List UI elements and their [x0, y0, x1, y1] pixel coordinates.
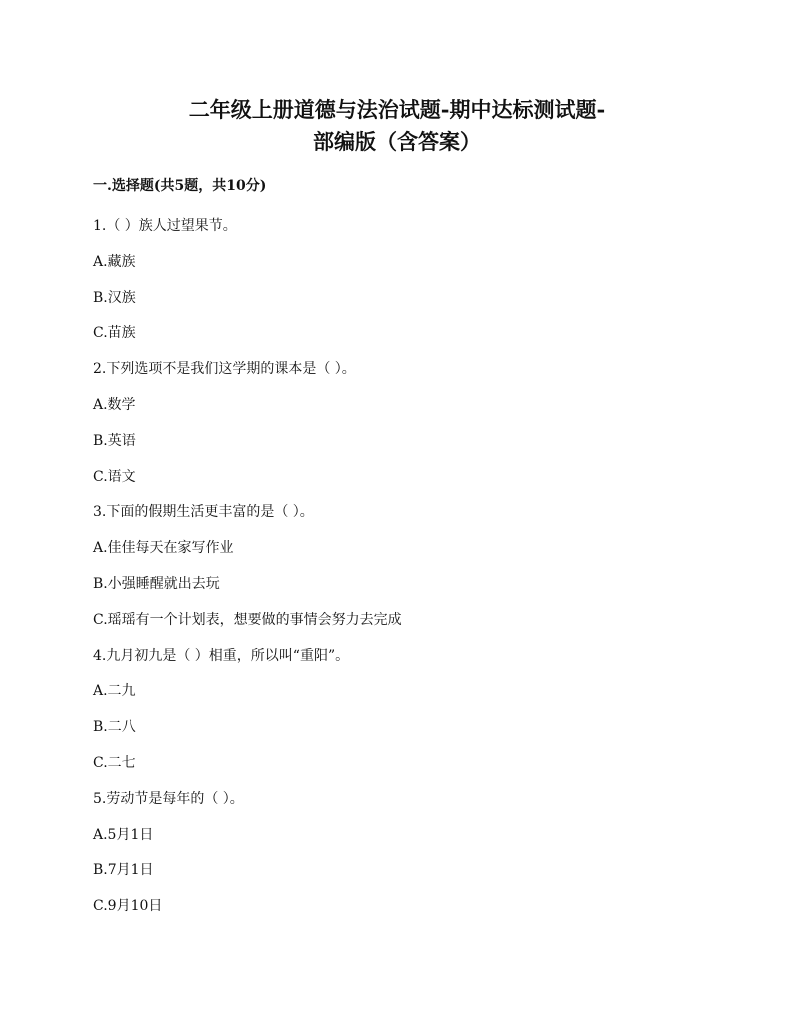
question-3-option-b: B.小强睡醒就出去玩 [93, 575, 220, 592]
question-5-option-c: C.9月10日 [93, 898, 163, 915]
document-title-line-2: 部编版（含答案） [313, 129, 481, 154]
question-2-option-a: A.数学 [93, 396, 136, 413]
question-4-stem: 4.九月初九是（ ）相重，所以叫“重阳”。 [93, 647, 350, 664]
section-heading: 一.选择题(共5题，共10分) [93, 178, 267, 194]
question-2-stem: 2.下列选项不是我们这学期的课本是（ ）。 [93, 361, 356, 378]
question-5-option-a: A.5月1日 [93, 826, 154, 843]
question-4-option-c: C.二七 [93, 754, 136, 771]
question-3-stem: 3.下面的假期生活更丰富的是（ ）。 [93, 504, 314, 521]
question-1-option-c: C.苗族 [93, 325, 136, 342]
document-title-line-1: 二年级上册道德与法治试题-期中达标测试题- [188, 97, 606, 122]
question-1-option-a: A.藏族 [93, 253, 136, 270]
question-3-option-a: A.佳佳每天在家写作业 [93, 540, 234, 557]
question-1-stem: 1.（ ）族人过望果节。 [93, 218, 237, 234]
question-2-option-c: C.语文 [93, 468, 136, 485]
question-5-option-b: B.7月1日 [93, 862, 154, 879]
question-4-option-a: A.二九 [93, 683, 136, 700]
question-2-option-b: B.英语 [93, 432, 136, 449]
question-5-stem: 5.劳动节是每年的（ ）。 [93, 790, 244, 807]
question-list [93, 214, 753, 930]
question-3-option-c: C.瑶瑶有一个计划表，想要做的事情会努力去完成 [93, 611, 402, 628]
question-4-option-b: B.二八 [93, 719, 136, 736]
question-1-option-b: B.汉族 [93, 289, 136, 306]
